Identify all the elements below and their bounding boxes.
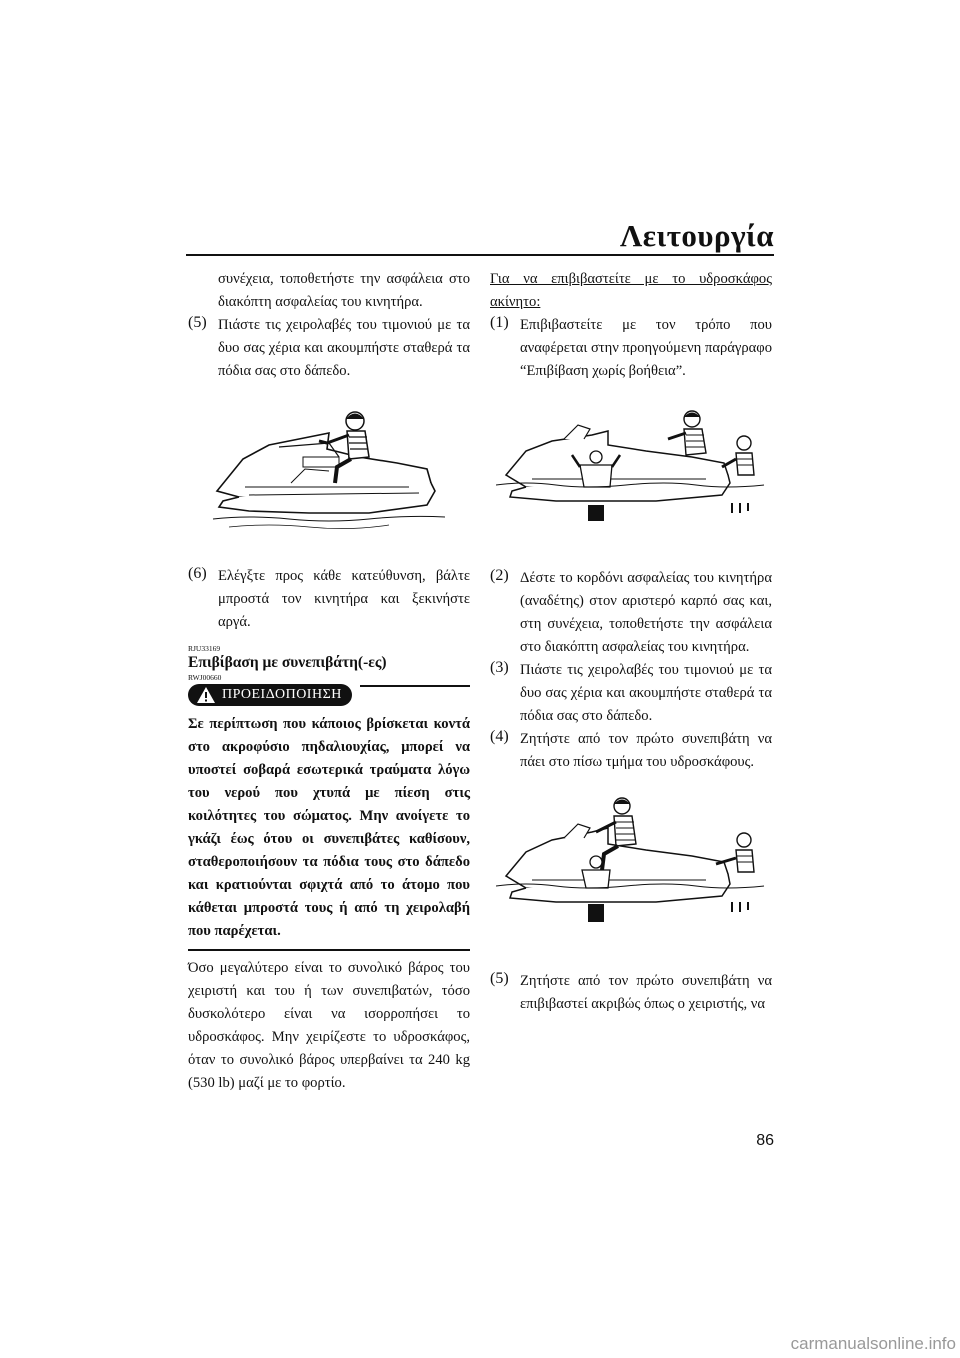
- right-step-5: (5) Ζητήστε από τον πρώτο συνεπιβάτη να επιβιβαστεί ακριβώς όπως ο χειριστής, να: [490, 970, 772, 1012]
- warning-text: Σε περίπτωση που κάποιος βρίσκεται κοντά στο ακροφύσιο πηδαλιουχίας, μπορεί να υποστεί σοβαρά εσωτερικά τραύματα λόγω του νερού που χτυπά με πίεση στις κοιλότητες του σώματος. Μην ανοίγετε το γκάζι έως ότου οι συνεπιβάτες καθίσουν, σταθεροποιήσουν τα πόδια τους στο δάπεδο και κρατιούνται σφιχτά από το άτομο που κάθεται μπροστά τους ή από τη χειρολαβή που παρέχεται.: [188, 716, 470, 939]
- continued-text: συνέχεια, τοποθετήστε την ασφάλεια στο διακόπτη ασφαλείας του κινητήρα.: [218, 271, 470, 310]
- warning-rule: [360, 685, 470, 687]
- warning-header: [188, 683, 470, 707]
- step-6: (6) Ελέγξτε προς κάθε κατεύθυνση, βάλτε μπροστά τον κινητήρα και ξεκινήστε αργά.: [188, 565, 470, 630]
- watermark-text: carmanualsonline.info: [790, 1334, 956, 1353]
- right-step-1: (1) Επιβιβαστείτε με τον τρόπο που αναφέρεται στην προηγούμενη παράγραφο “Επιβίβαση χωρίς βοήθεια”.: [490, 314, 772, 379]
- left-column: [188, 268, 470, 1095]
- page-header-title: Λειτουργία: [620, 218, 774, 253]
- right-step-2: (2) Δέστε το κορδόνι ασφαλείας του κινητήρα (αναδέτης) στον αριστερό καρπό σας και, στη συνέχεια, τοποθετήστε την ασφάλεια στο διακόπτη ασφαλείας του κινητήρα.: [490, 567, 772, 655]
- warning-label: ΠΡΟΕΙΔΟΠΟΙΗΣΗ: [222, 687, 342, 702]
- right-step-4: (4) Ζητήστε από τον πρώτο συνεπιβάτη να πάει στο πίσω τμήμα του υδροσκάφους.: [490, 728, 772, 770]
- warning-code: RWJ00660: [188, 673, 222, 682]
- right-step-3: (3) Πιάστε τις χειρολαβές του τιμονιού με τα δυο σας χέρια και ακουμπήστε σταθερά τα πόδια σας στο δάπεδο.: [490, 659, 772, 724]
- right-column: [490, 268, 772, 1016]
- section-title: Επιβίβαση με συνεπιβάτη(-ες): [188, 654, 387, 671]
- step-5: (5) Πιάστε τις χειρολαβές του τιμονιού με τα δυο σας χέρια και ακουμπήστε σταθερά τα πόδια σας στο δάπεδο.: [188, 314, 470, 379]
- page-number: 86: [756, 1132, 774, 1149]
- warning-triangle-icon: [196, 686, 216, 704]
- subtitle-stationary: Για να επιβιβαστείτε με το υδροσκάφος ακίνητο:: [490, 271, 772, 310]
- jetski-passenger-boarding-illustration: [496, 405, 766, 525]
- section-code: RJU33169: [188, 644, 221, 653]
- jetski-passenger-rear-illustration: [496, 792, 766, 932]
- weight-text: Όσο μεγαλύτερο είναι το συνολικό βάρος του χειριστή και του ή των συνεπιβατών, τόσο δυσκολότερο είναι να ισορροπήσει το υδροσκάφος. Μην χειρίζεστε το υδροσκάφος, όταν το συνολικό βάρος υπερβαίνει τα 240 kg (530 lb) μαζί με το φορτίο.: [188, 960, 470, 1091]
- jetski-rider-illustration: [209, 397, 449, 537]
- warning-end-rule: [188, 949, 470, 951]
- warning-badge: [188, 684, 352, 706]
- header-rule: [186, 254, 774, 256]
